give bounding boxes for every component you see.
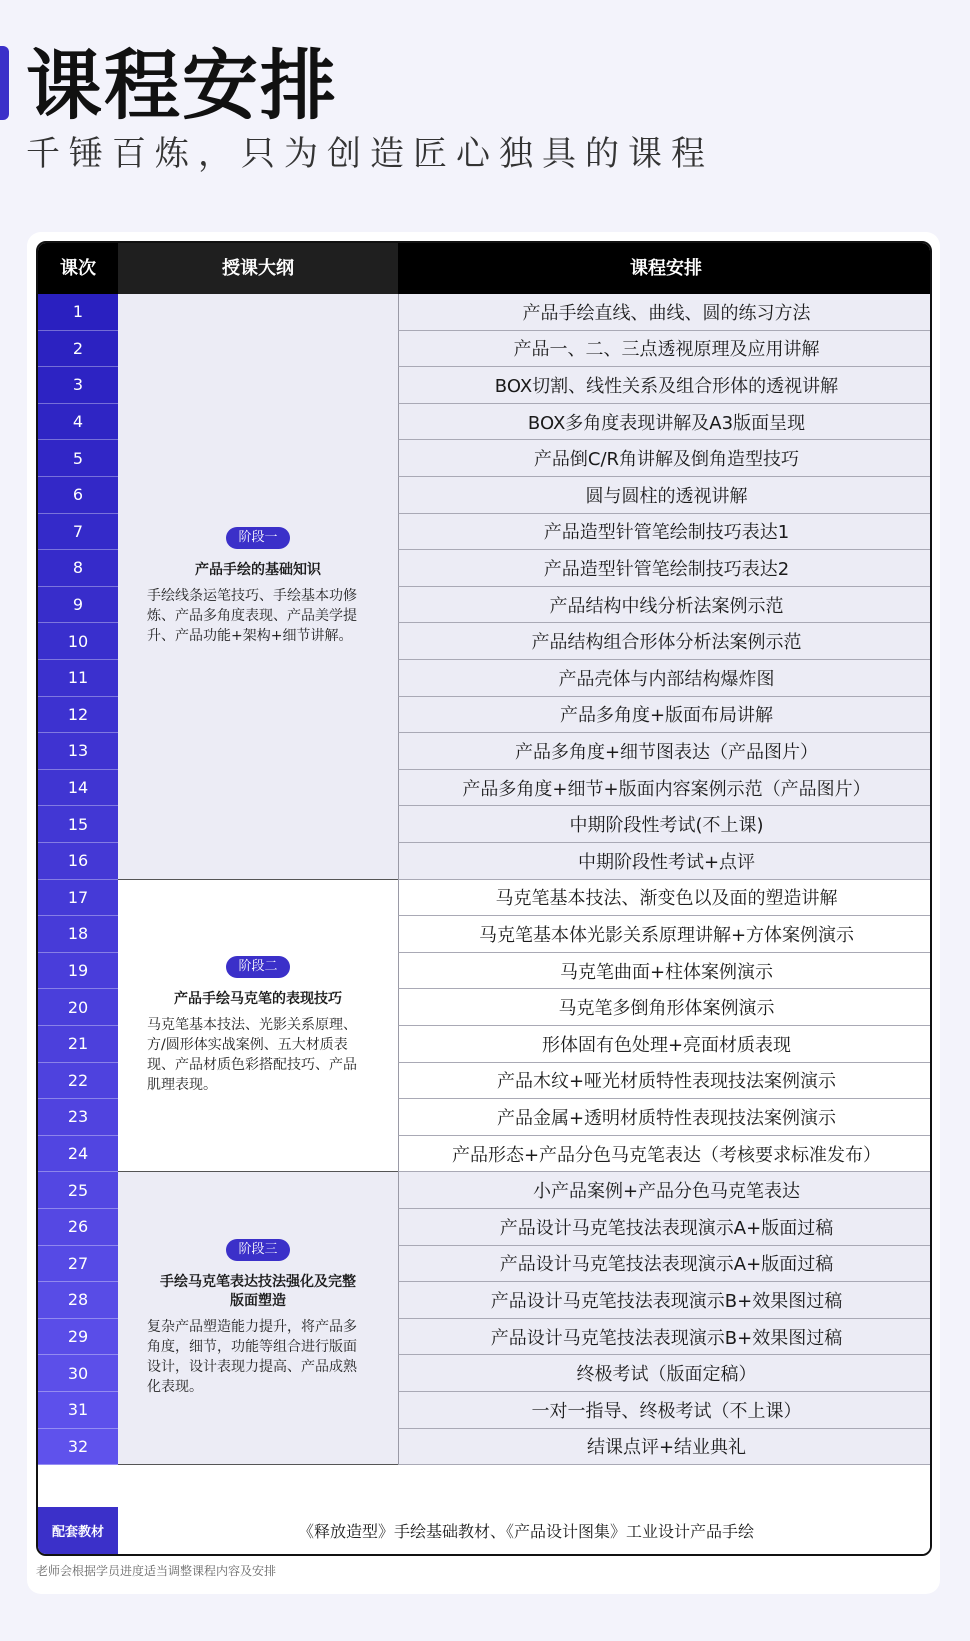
lesson-number: 26 xyxy=(38,1209,118,1246)
schedule-item: 中期阶段性考试(不上课) xyxy=(398,806,932,843)
schedule-item: 结课点评+结业典礼 xyxy=(398,1429,932,1466)
lesson-number: 31 xyxy=(38,1392,118,1429)
lesson-number: 8 xyxy=(38,550,118,587)
schedule-item: 产品多角度+版面布局讲解 xyxy=(398,697,932,734)
stage-badge: 阶段二 xyxy=(226,956,289,978)
lesson-number: 28 xyxy=(38,1282,118,1319)
schedule-item: 产品多角度+细节+版面内容案例示范（产品图片） xyxy=(398,770,932,807)
schedule-item: 产品结构中线分析法案例示范 xyxy=(398,587,932,624)
lesson-number: 6 xyxy=(38,477,118,514)
materials-label: 配套教材 xyxy=(38,1507,118,1554)
lesson-number: 22 xyxy=(38,1063,118,1100)
schedule-table xyxy=(36,241,932,1556)
lesson-number: 27 xyxy=(38,1246,118,1283)
lesson-number: 29 xyxy=(38,1319,118,1356)
schedule-item: BOX切割、线性关系及组合形体的透视讲解 xyxy=(398,367,932,404)
lesson-number: 2 xyxy=(38,331,118,368)
lesson-number: 11 xyxy=(38,660,118,697)
title-accent-bar xyxy=(0,46,9,120)
lesson-number: 16 xyxy=(38,843,118,880)
lesson-number: 20 xyxy=(38,989,118,1026)
header-outline: 授课大纲 xyxy=(118,243,398,294)
schedule-item: 马克笔基本体光影关系原理讲解+方体案例演示 xyxy=(398,916,932,953)
schedule-item: 产品形态+产品分色马克笔表达（考核要求标准发布） xyxy=(398,1136,932,1173)
schedule-item: 产品金属+透明材质特性表现技法案例演示 xyxy=(398,1099,932,1136)
schedule-item: 产品一、二、三点透视原理及应用讲解 xyxy=(398,331,932,368)
stage-cell-2 xyxy=(118,880,398,1173)
schedule-item: 一对一指导、终极考试（不上课） xyxy=(398,1392,932,1429)
stage-description: 复杂产品塑造能力提升，将产品多角度，细节，功能等组合进行版面设计，设计表现力提高、产品成熟化表现。 xyxy=(147,1319,357,1396)
stage-badge: 阶段三 xyxy=(226,1239,289,1261)
lesson-number: 7 xyxy=(38,514,118,551)
lesson-number: 10 xyxy=(38,623,118,660)
lesson-number: 14 xyxy=(38,770,118,807)
stage-description: 手绘线条运笔技巧、手绘基本功修炼、产品多角度表现、产品美学提升、产品功能+架构+细节讲解。 xyxy=(147,587,357,644)
lesson-number: 24 xyxy=(38,1136,118,1173)
lesson-number: 12 xyxy=(38,697,118,734)
schedule-item: 圆与圆柱的透视讲解 xyxy=(398,477,932,514)
schedule-item: 产品结构组合形体分析法案例示范 xyxy=(398,623,932,660)
stage-cell-1 xyxy=(118,294,398,880)
schedule-item: 马克笔基本技法、渐变色以及面的塑造讲解 xyxy=(398,880,932,917)
schedule-item: 中期阶段性考试+点评 xyxy=(398,843,932,880)
lesson-number: 15 xyxy=(38,806,118,843)
schedule-item: 产品木纹+哑光材质特性表现技法案例演示 xyxy=(398,1063,932,1100)
lesson-number: 21 xyxy=(38,1026,118,1063)
stage-title: 产品手绘马克笔的表现技巧 xyxy=(174,990,342,1007)
page-subtitle: 千锤百炼，只为创造匠心独具的课程 xyxy=(26,134,714,174)
stage-cell-3 xyxy=(118,1172,398,1465)
lesson-number: 17 xyxy=(38,880,118,917)
schedule-item: 产品设计马克笔技法表现演示B+效果图过稿 xyxy=(398,1282,932,1319)
lesson-number: 13 xyxy=(38,733,118,770)
header-lesson: 课次 xyxy=(38,243,118,294)
schedule-item: 终极考试（版面定稿） xyxy=(398,1355,932,1392)
materials-content: 《释放造型》手绘基础教材、《产品设计图集》工业设计产品手绘 xyxy=(118,1507,932,1554)
lesson-number: 1 xyxy=(38,294,118,331)
lesson-number: 5 xyxy=(38,440,118,477)
schedule-item: 产品壳体与内部结构爆炸图 xyxy=(398,660,932,697)
lesson-number: 3 xyxy=(38,367,118,404)
stage-title: 产品手绘的基础知识 xyxy=(195,561,321,578)
stage-description: 马克笔基本技法、光影关系原理、方/圆形体实战案例、五大材质表现、产品材质色彩搭配技巧、产品肌理表现。 xyxy=(147,1016,357,1093)
page-title: 课程安排 xyxy=(26,41,338,130)
lesson-number: 23 xyxy=(38,1099,118,1136)
table-header xyxy=(38,243,932,294)
schedule-item: 产品造型针管笔绘制技巧表达1 xyxy=(398,514,932,551)
schedule-item: 产品设计马克笔技法表现演示A+版面过稿 xyxy=(398,1246,932,1283)
schedule-item: 产品多角度+细节图表达（产品图片） xyxy=(398,733,932,770)
schedule-item: BOX多角度表现讲解及A3版面呈现 xyxy=(398,404,932,441)
schedule-item: 马克笔曲面+柱体案例演示 xyxy=(398,953,932,990)
schedule-item: 马克笔多倒角形体案例演示 xyxy=(398,989,932,1026)
schedule-item: 产品倒C/R角讲解及倒角造型技巧 xyxy=(398,440,932,477)
schedule-item: 产品造型针管笔绘制技巧表达2 xyxy=(398,550,932,587)
schedule-item: 产品设计马克笔技法表现演示B+效果图过稿 xyxy=(398,1319,932,1356)
schedule-item: 形体固有色处理+亮面材质表现 xyxy=(398,1026,932,1063)
schedule-item: 小产品案例+产品分色马克笔表达 xyxy=(398,1172,932,1209)
adjustment-note: 老师会根据学员进度适当调整课程内容及安排 xyxy=(36,1564,277,1578)
lesson-number: 4 xyxy=(38,404,118,441)
schedule-item: 产品手绘直线、曲线、圆的练习方法 xyxy=(398,294,932,331)
stage-title: 手绘马克笔表达技法强化及完整版面塑造 xyxy=(160,1274,356,1310)
lesson-number: 9 xyxy=(38,587,118,624)
lesson-number: 32 xyxy=(38,1429,118,1466)
schedule-item: 产品设计马克笔技法表现演示A+版面过稿 xyxy=(398,1209,932,1246)
lesson-number: 18 xyxy=(38,916,118,953)
lesson-number: 25 xyxy=(38,1172,118,1209)
lesson-number: 30 xyxy=(38,1355,118,1392)
lesson-number: 19 xyxy=(38,953,118,990)
stage-badge: 阶段一 xyxy=(226,527,289,549)
header-schedule: 课程安排 xyxy=(398,243,932,294)
